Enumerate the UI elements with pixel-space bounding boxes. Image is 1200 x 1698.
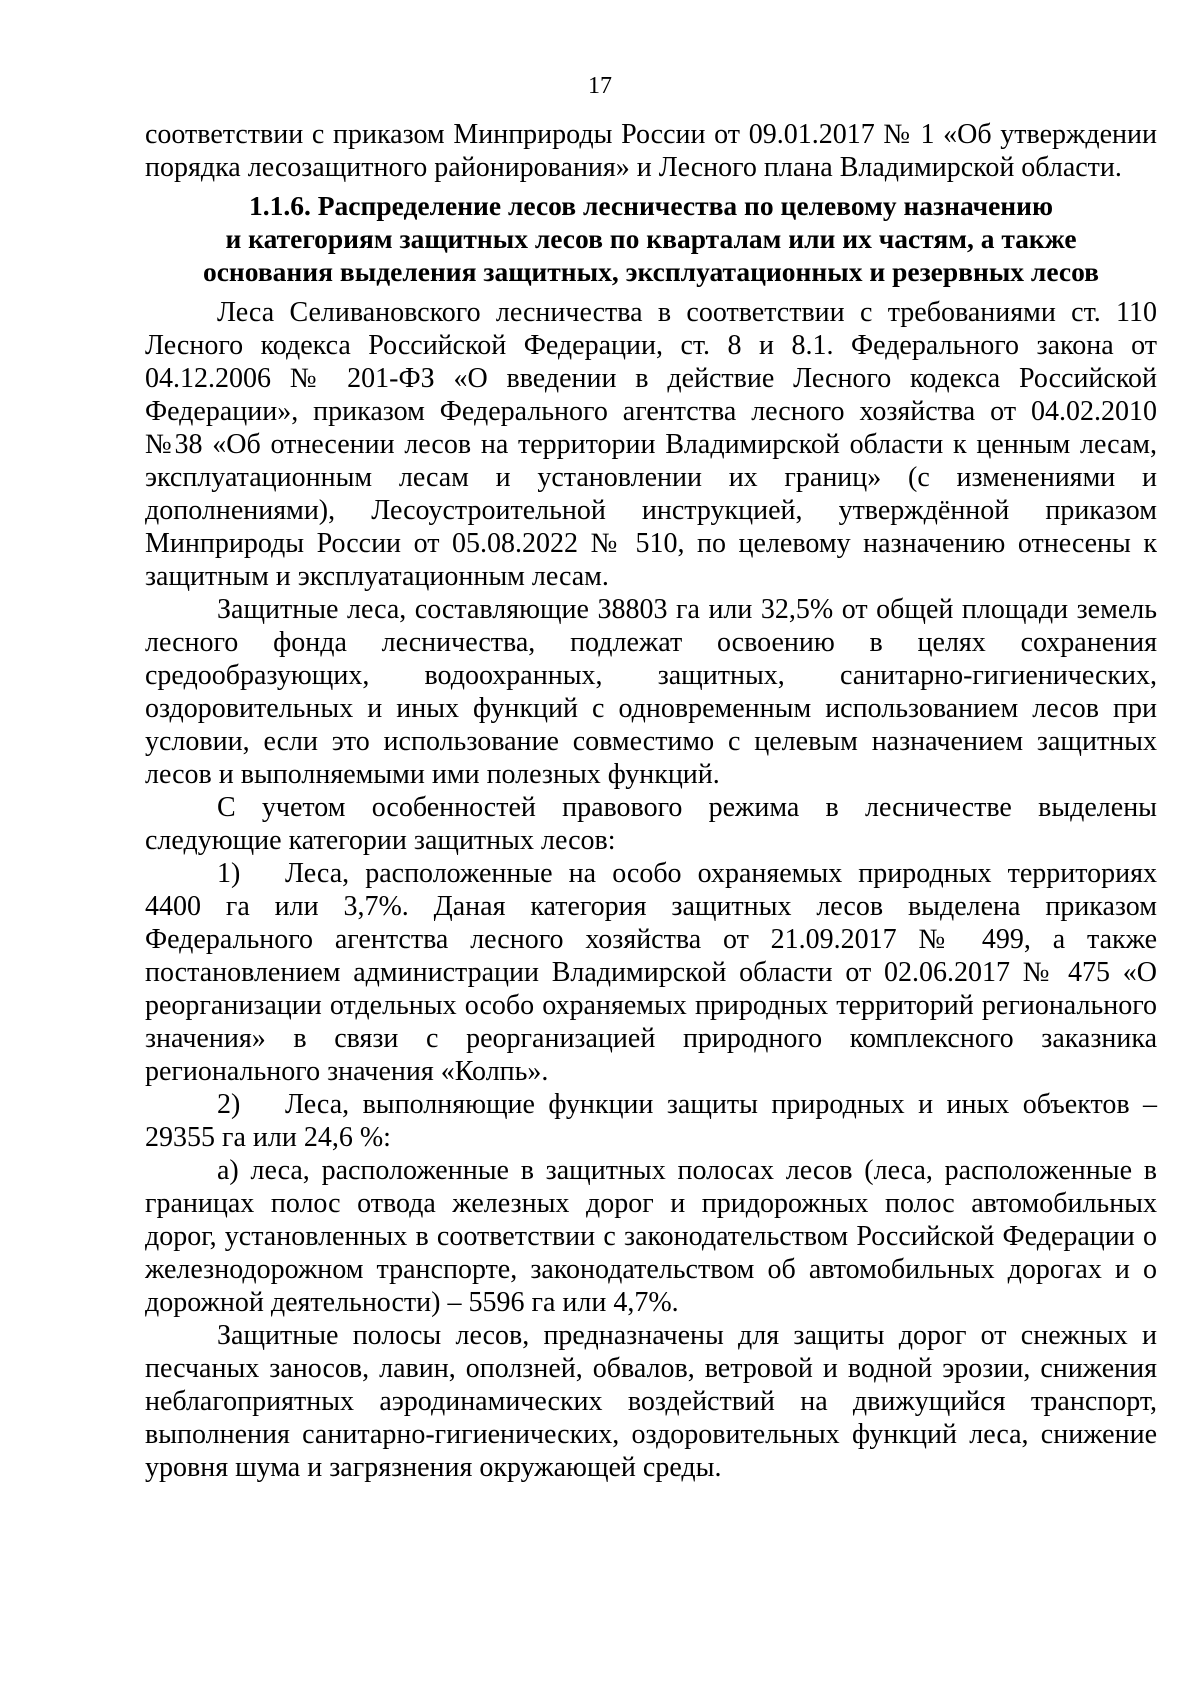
section-heading-line-3: основания выделения защитных, эксплуатационных и резервных лесов bbox=[202, 256, 1100, 287]
document-body bbox=[145, 118, 1157, 1484]
list-item-2-number: 2) bbox=[217, 1089, 241, 1120]
list-item-2 bbox=[145, 1088, 1157, 1154]
list-item-1-text: Леса, расположенные на особо охраняемых природных территориях 4400 га или 3,7%. Даная категория защитных лесов выделена приказом Федерального агентства лесного хозяйства от 21.09.2017 № 499, а также постановлением администрации Владимирской области от 02.06.2017 № 475 «О реорганизации отдельных особо охраняемых природных территорий регионального значения» в связи с реорганизацией природного комплексного заказника регионального значения «Колпь». bbox=[145, 858, 1157, 1087]
list-item-2-text: Леса, выполняющие функции защиты природных и иных объектов – 29355 га или 24,6 %: bbox=[145, 1089, 1157, 1153]
section-heading-line-2: и категориям защитных лесов по кварталам или их частям, а также bbox=[225, 223, 1077, 254]
section-heading-line-1: 1.1.6. Распределение лесов лесничества по целевому назначению bbox=[248, 190, 1054, 221]
paragraph-protective-forests: Защитные леса, составляющие 38803 га или 32,5% от общей площади земель лесного фонда лесничества, подлежат освоению в целях сохранения средообразующих, водоохранных, защитных, санитарно-гигиенических, оздоровительных и иных функций с одновременным использованием лесов при условии, если это использование совместимо с целевым назначением защитных лесов и выполняемыми ими полезных функций. bbox=[145, 594, 1157, 790]
paragraph-protective-strips: Защитные полосы лесов, предназначены для защиты дорог от снежных и песчаных заносов, лавин, оползней, обвалов, ветровой и водной эрозии, снижения неблагоприятных аэродинамических воздействий на движущийся транспорт, выполнения санитарно-гигиенических, оздоровительных функций леса, снижение уровня шума и загрязнения окружающей среды. bbox=[145, 1320, 1157, 1483]
section-heading bbox=[145, 189, 1157, 288]
intro-paragraph: соответствии с приказом Минприроды России от 09.01.2017 № 1 «Об утверждении порядка лесозащитного районирования» и Лесного плана Владимирской области. bbox=[145, 119, 1157, 183]
list-item-1-number: 1) bbox=[217, 858, 241, 889]
paragraph-categories-intro: С учетом особенностей правового режима в лесничестве выделены следующие категории защитных лесов: bbox=[145, 792, 1157, 856]
paragraph-forest-designation: Леса Селивановского лесничества в соответствии с требованиями ст. 110 Лесного кодекса Российской Федерации, ст. 8 и 8.1. Федерального закона от 04.12.2006 № 201-ФЗ «О введении в действие Лесного кодекса Российской Федерации», приказом Федерального агентства лесного хозяйства от 04.02.2010 №38 «Об отнесении лесов на территории Владимирской области к ценным лесам, эксплуатационным лесам и установлении их границ» (с изменениями и дополнениями), Лесоустроительной инструкцией, утверждённой приказом Минприроды России от 05.08.2022 № 510, по целевому назначению отнесены к защитным и эксплуатационным лесам. bbox=[145, 297, 1157, 592]
list-item-1 bbox=[145, 857, 1157, 1088]
subitem-a: а) леса, расположенные в защитных полосах лесов (леса, расположенные в границах полос отвода железных дорог и придорожных полос автомобильных дорог, установленных в соответствии с законодательством Российской Федерации о железнодорожном транспорте, законодательством об автомобильных дорогах и о дорожной деятельности) – 5596 га или 4,7%. bbox=[145, 1155, 1157, 1318]
page-number: 17 bbox=[588, 73, 612, 99]
